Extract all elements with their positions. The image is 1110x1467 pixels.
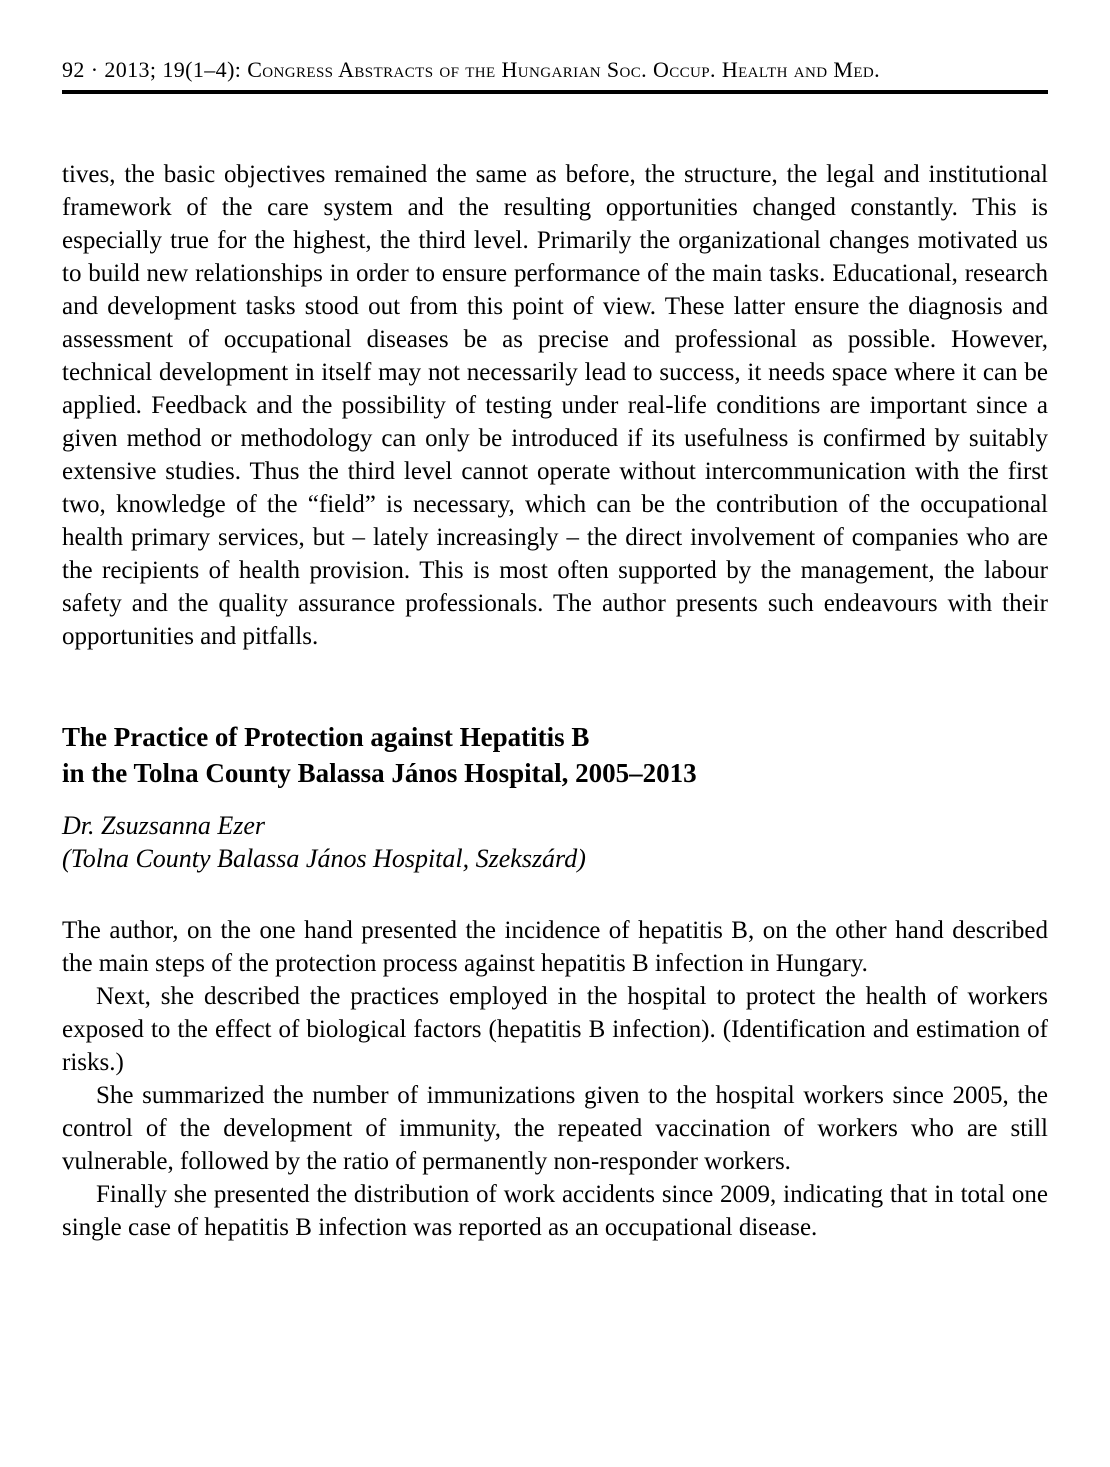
running-header xyxy=(62,0,1048,83)
body-paragraph: She summarized the number of immunizations given to the hospital workers since 2005, the control of the development of immunity, the repeated vaccination of workers who are still vulnerable, followed by the ratio of permanently non-responder workers. xyxy=(62,1082,1048,1175)
header-rule xyxy=(62,90,1048,94)
abstract-hepatitis-b xyxy=(62,719,1048,1244)
author-affiliation: (Tolna County Balassa János Hospital, Szekszárd) xyxy=(62,844,586,873)
body-paragraph: Next, she described the practices employed in the hospital to protect the health of workers exposed to the effect of biological factors (hepatitis B infection). (Identification and estimation of risks.) xyxy=(62,983,1048,1076)
continuation-paragraphs xyxy=(62,158,1048,653)
abstract-paragraphs xyxy=(62,914,1048,1244)
body-paragraph: Finally she presented the distribution of work accidents since 2009, indicating that in total one single case of hepatitis B infection was reported as an occupational disease. xyxy=(62,1181,1048,1241)
running-header-text: 92 · 2013; 19(1–4): Congress Abstracts of the Hungarian Soc. Occup. Health and Med. xyxy=(62,57,881,82)
abstract-title-line: in the Tolna County Balassa János Hospital, 2005–2013 xyxy=(62,758,697,788)
author-block xyxy=(62,809,1048,875)
abstract-title xyxy=(62,719,1048,791)
body-paragraph: The author, on the one hand presented the incidence of hepatitis B, on the other hand described the main steps of the protection process against hepatitis B infection in Hungary. xyxy=(62,917,1048,977)
abstract-continuation xyxy=(62,158,1048,653)
body-paragraph: tives, the basic objectives remained the same as before, the structure, the legal and institutional framework of the care system and the resulting opportunities changed constantly. This is especially true for the highest, the third level. Primarily the organizational changes motivated us to build new relationships in order to ensure performance of the main tasks. Educational, research and development tasks stood out from this point of view. These latter ensure the diagnosis and assessment of occupational diseases be as precise and professional as possible. However, technical development in itself may not necessarily lead to success, it needs space where it can be applied. Feedback and the possibility of testing under real-life conditions are important since a given method or methodology can only be introduced if its usefulness is confirmed by suitably extensive studies. Thus the third level cannot operate without intercommunication with the first two, knowledge of the “field” is necessary, which can be the contribution of the occupational health primary services, but – lately increasingly – the direct involvement of companies who are the recipients of health provision. This is most often supported by the management, the labour safety and the quality assurance professionals. The author presents such endeavours with their opportunities and pitfalls. xyxy=(62,161,1048,650)
abstract-title-line: The Practice of Protection against Hepatitis B xyxy=(62,722,590,752)
author-name: Dr. Zsuzsanna Ezer xyxy=(62,811,265,840)
